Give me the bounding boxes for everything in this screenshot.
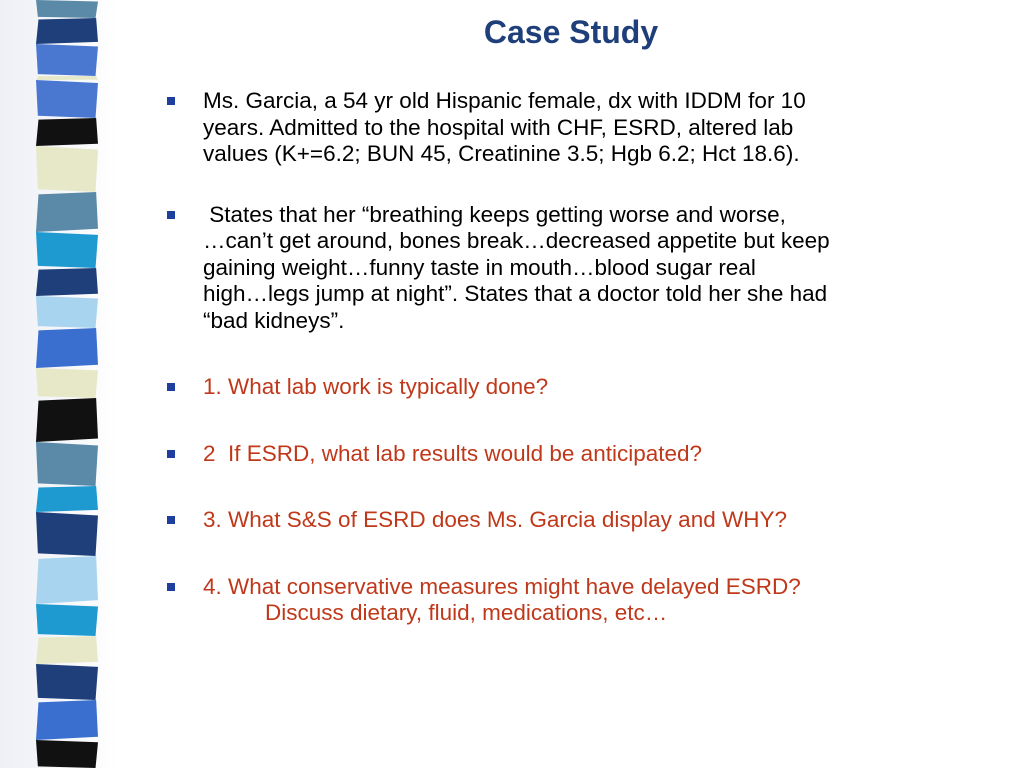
stripe-segment — [36, 192, 98, 232]
bullet-square-icon — [167, 450, 175, 458]
bullet-question-3 — [160, 507, 1010, 534]
bullet-square-icon — [167, 516, 175, 524]
stripe-segment — [36, 700, 98, 740]
bullet-patient-statement — [160, 202, 1010, 335]
question-text: 3. What S&S of ESRD does Ms. Garcia display and WHY? — [203, 507, 787, 532]
stripe-segment — [36, 486, 98, 512]
decorative-stripe-band — [36, 0, 98, 768]
bullet-square-icon — [167, 97, 175, 105]
question-text: 1. What lab work is typically done? — [203, 374, 549, 399]
stripe-segment — [36, 76, 98, 80]
bullet-patient-summary — [160, 88, 1010, 168]
bullet-question-2 — [160, 441, 1010, 468]
stripe-segment — [36, 664, 98, 700]
bullet-line: gaining weight…funny taste in mouth…blood sugar real — [203, 254, 756, 280]
stripe-segment — [36, 268, 98, 296]
bullet-line: years. Admitted to the hospital with CHF, ESRD, altered lab — [203, 114, 794, 140]
bullet-list — [160, 88, 1010, 627]
slide-title: Case Study — [483, 14, 659, 50]
question-text: Discuss dietary, fluid, medications, etc… — [265, 600, 668, 625]
stripe-segment — [36, 368, 98, 398]
stripe-segment — [36, 44, 98, 76]
stripe-segment — [36, 636, 98, 664]
bullet-line: “bad kidneys”. — [203, 307, 345, 333]
stripe-segment — [36, 118, 98, 146]
bullet-square-icon — [167, 383, 175, 391]
bullet-square-icon — [167, 583, 175, 591]
question-text: 4. What conservative measures might have delayed ESRD? — [203, 573, 801, 599]
stripe-segment — [36, 18, 98, 44]
bullet-line: high…legs jump at night”. States that a doctor told her she had — [203, 281, 828, 306]
stripe-segment — [36, 146, 98, 192]
bullet-line: Ms. Garcia, a 54 yr old Hispanic female, dx with IDDM for 10 — [203, 88, 806, 113]
bullet-line: values (K+=6.2; BUN 45, Creatinine 3.5; Hgb 6.2; Hct 18.6). — [203, 141, 800, 166]
stripe-segment — [36, 328, 98, 368]
stripe-segment — [36, 296, 98, 328]
stripe-segment — [36, 80, 98, 118]
stripe-segment — [36, 512, 98, 556]
stripe-segment — [36, 556, 98, 604]
bullet-question-1 — [160, 374, 1010, 401]
stripe-segment — [36, 0, 98, 18]
bullet-square-icon — [167, 211, 175, 219]
stripe-segment — [36, 232, 98, 268]
stripe-segment — [36, 604, 98, 636]
stripe-segment — [36, 442, 98, 486]
question-text: 2 If ESRD, what lab results would be anticipated? — [203, 440, 703, 466]
bullet-question-4 — [160, 574, 1010, 627]
stripe-segment — [36, 740, 98, 768]
bullet-line: States that her “breathing keeps getting worse and worse, — [203, 201, 786, 227]
bullet-line: …can’t get around, bones break…decreased appetite but keep — [203, 228, 830, 253]
stripe-segment — [36, 398, 98, 442]
